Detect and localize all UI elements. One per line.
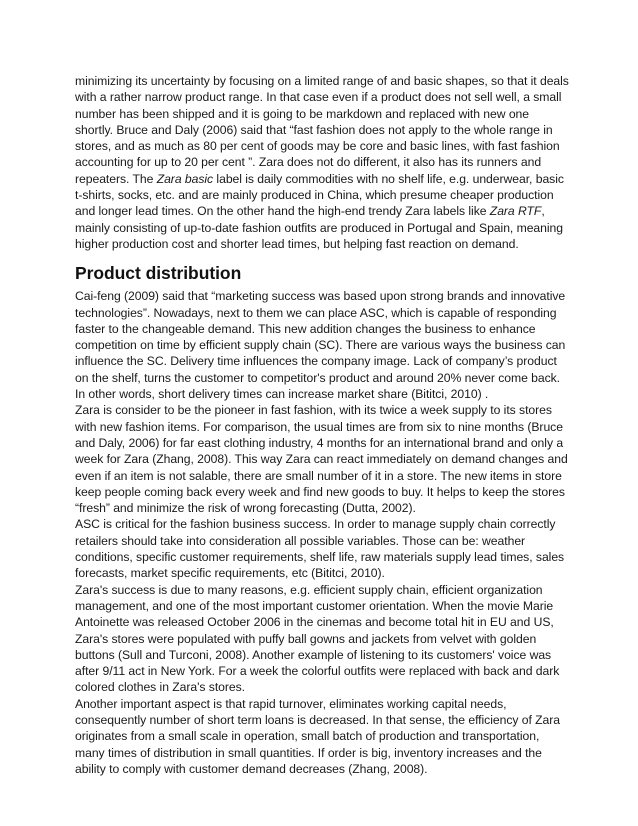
intro-text-3: , mainly consisting of up-to-date fashion outfits are produced in Portugal and Spain, meaning higher production cost and shorter lead times, but helping fast reaction on demand.	[75, 204, 563, 251]
section-heading: Product distribution	[75, 263, 242, 284]
paragraph-rapid-turnover: Another important aspect is that rapid turnover, eliminates working capital needs, consequently number of short term loans is decreased. In that sense, the efficiency of Zara originates from a small scale in operation, small batch of production and transportation, many times of distribution in small quantities. If order is big, inventory increases and the ability to comply with customer demand decreases (Zhang, 2008).	[75, 696, 561, 776]
intro-italic-zara-basic: Zara basic	[156, 171, 214, 186]
paragraph-asc-critical: ASC is critical for the fashion business success. In order to manage supply chain correctly retailers should take into consideration all possible variables. Those can be: weather conditions, specific customer requirements, shelf life, raw materials supply lead times, sales forecasts, market specific requirements, etc (Bititci, 2010).	[75, 517, 565, 581]
paragraph-zara-success: Zara's success is due to many reasons, e.g. efficient supply chain, efficient organization management, and one of the most important customer orientation. When the movie Marie Antoinette was released October 2006 in the cinemas and become total hit in EU and US, Zara's stores were populated with puffy ball gowns and jackets from velvet with golden buttons (Sull and Turconi, 2008). Another example of listening to its customers' voice was after 9/11 act in New York. For a week the colorful outfits were replaced with back and dark colored clothes in Zara's stores.	[75, 582, 560, 695]
paragraph-zara-pioneer: Zara is consider to be the pioneer in fast fashion, with its twice a week supply to its stores with new fashion items. For comparison, the usual times are from six to nine months (Bruce and Daly, 2006) for far east clothing industry, 4 months for an international brand and only a week for Zara (Zhang, 2008). This way Zara can react immediately on demand changes and even if an item is not salable, there are small number of it in a store. The new items in store keep people coming back every week and find new goods to buy. It helps to keep the stores “fresh” and minimize the risk of wrong forecasting (Dutta, 2002).	[75, 403, 568, 516]
intro-paragraph	[75, 73, 569, 252]
document-page	[75, 73, 569, 777]
paragraph-cai-feng: Cai-feng (2009) said that “marketing success was based upon strong brands and innovative technologies”. Nowadays, next to them we can place ASC, which is capable of responding faster to the changeable demand. This new addition changes the business to enhance competition on time by efficient supply chain (SC). There are various ways the business can influence the SC. Delivery time influences the company image. Lack of company’s product on the shelf, turns the customer to competitor's product and around 20% never come back. In other words, short delivery times can increase market share (Bititci, 2010) .	[75, 289, 566, 402]
intro-text-2: label is daily commodities with no shelf life, e.g. underwear, basic t-shirts, socks, etc. and are mainly produced in China, which presume cheaper production and longer lead times. On the other hand the high-end trendy Zara labels like	[75, 171, 564, 219]
intro-italic-zara-rtf: Zara RTF	[489, 204, 542, 219]
intro-text-1: minimizing its uncertainty by focusing on a limited range of and basic shapes, so that it deals with a rather narrow product range. In that case even if a product does not sell well, a small number has been shipped and it is going to be markdown and replaced with new one shortly. Bruce and Daly (2006) said that “fast fashion does not apply to the whole range in stores, and as much as 80 per cent of goods may be core and basic lines, with fast fashion accounting for up to 20 per cent ”. Zara does not do different, it also has its runners and repeaters. The	[75, 74, 569, 186]
